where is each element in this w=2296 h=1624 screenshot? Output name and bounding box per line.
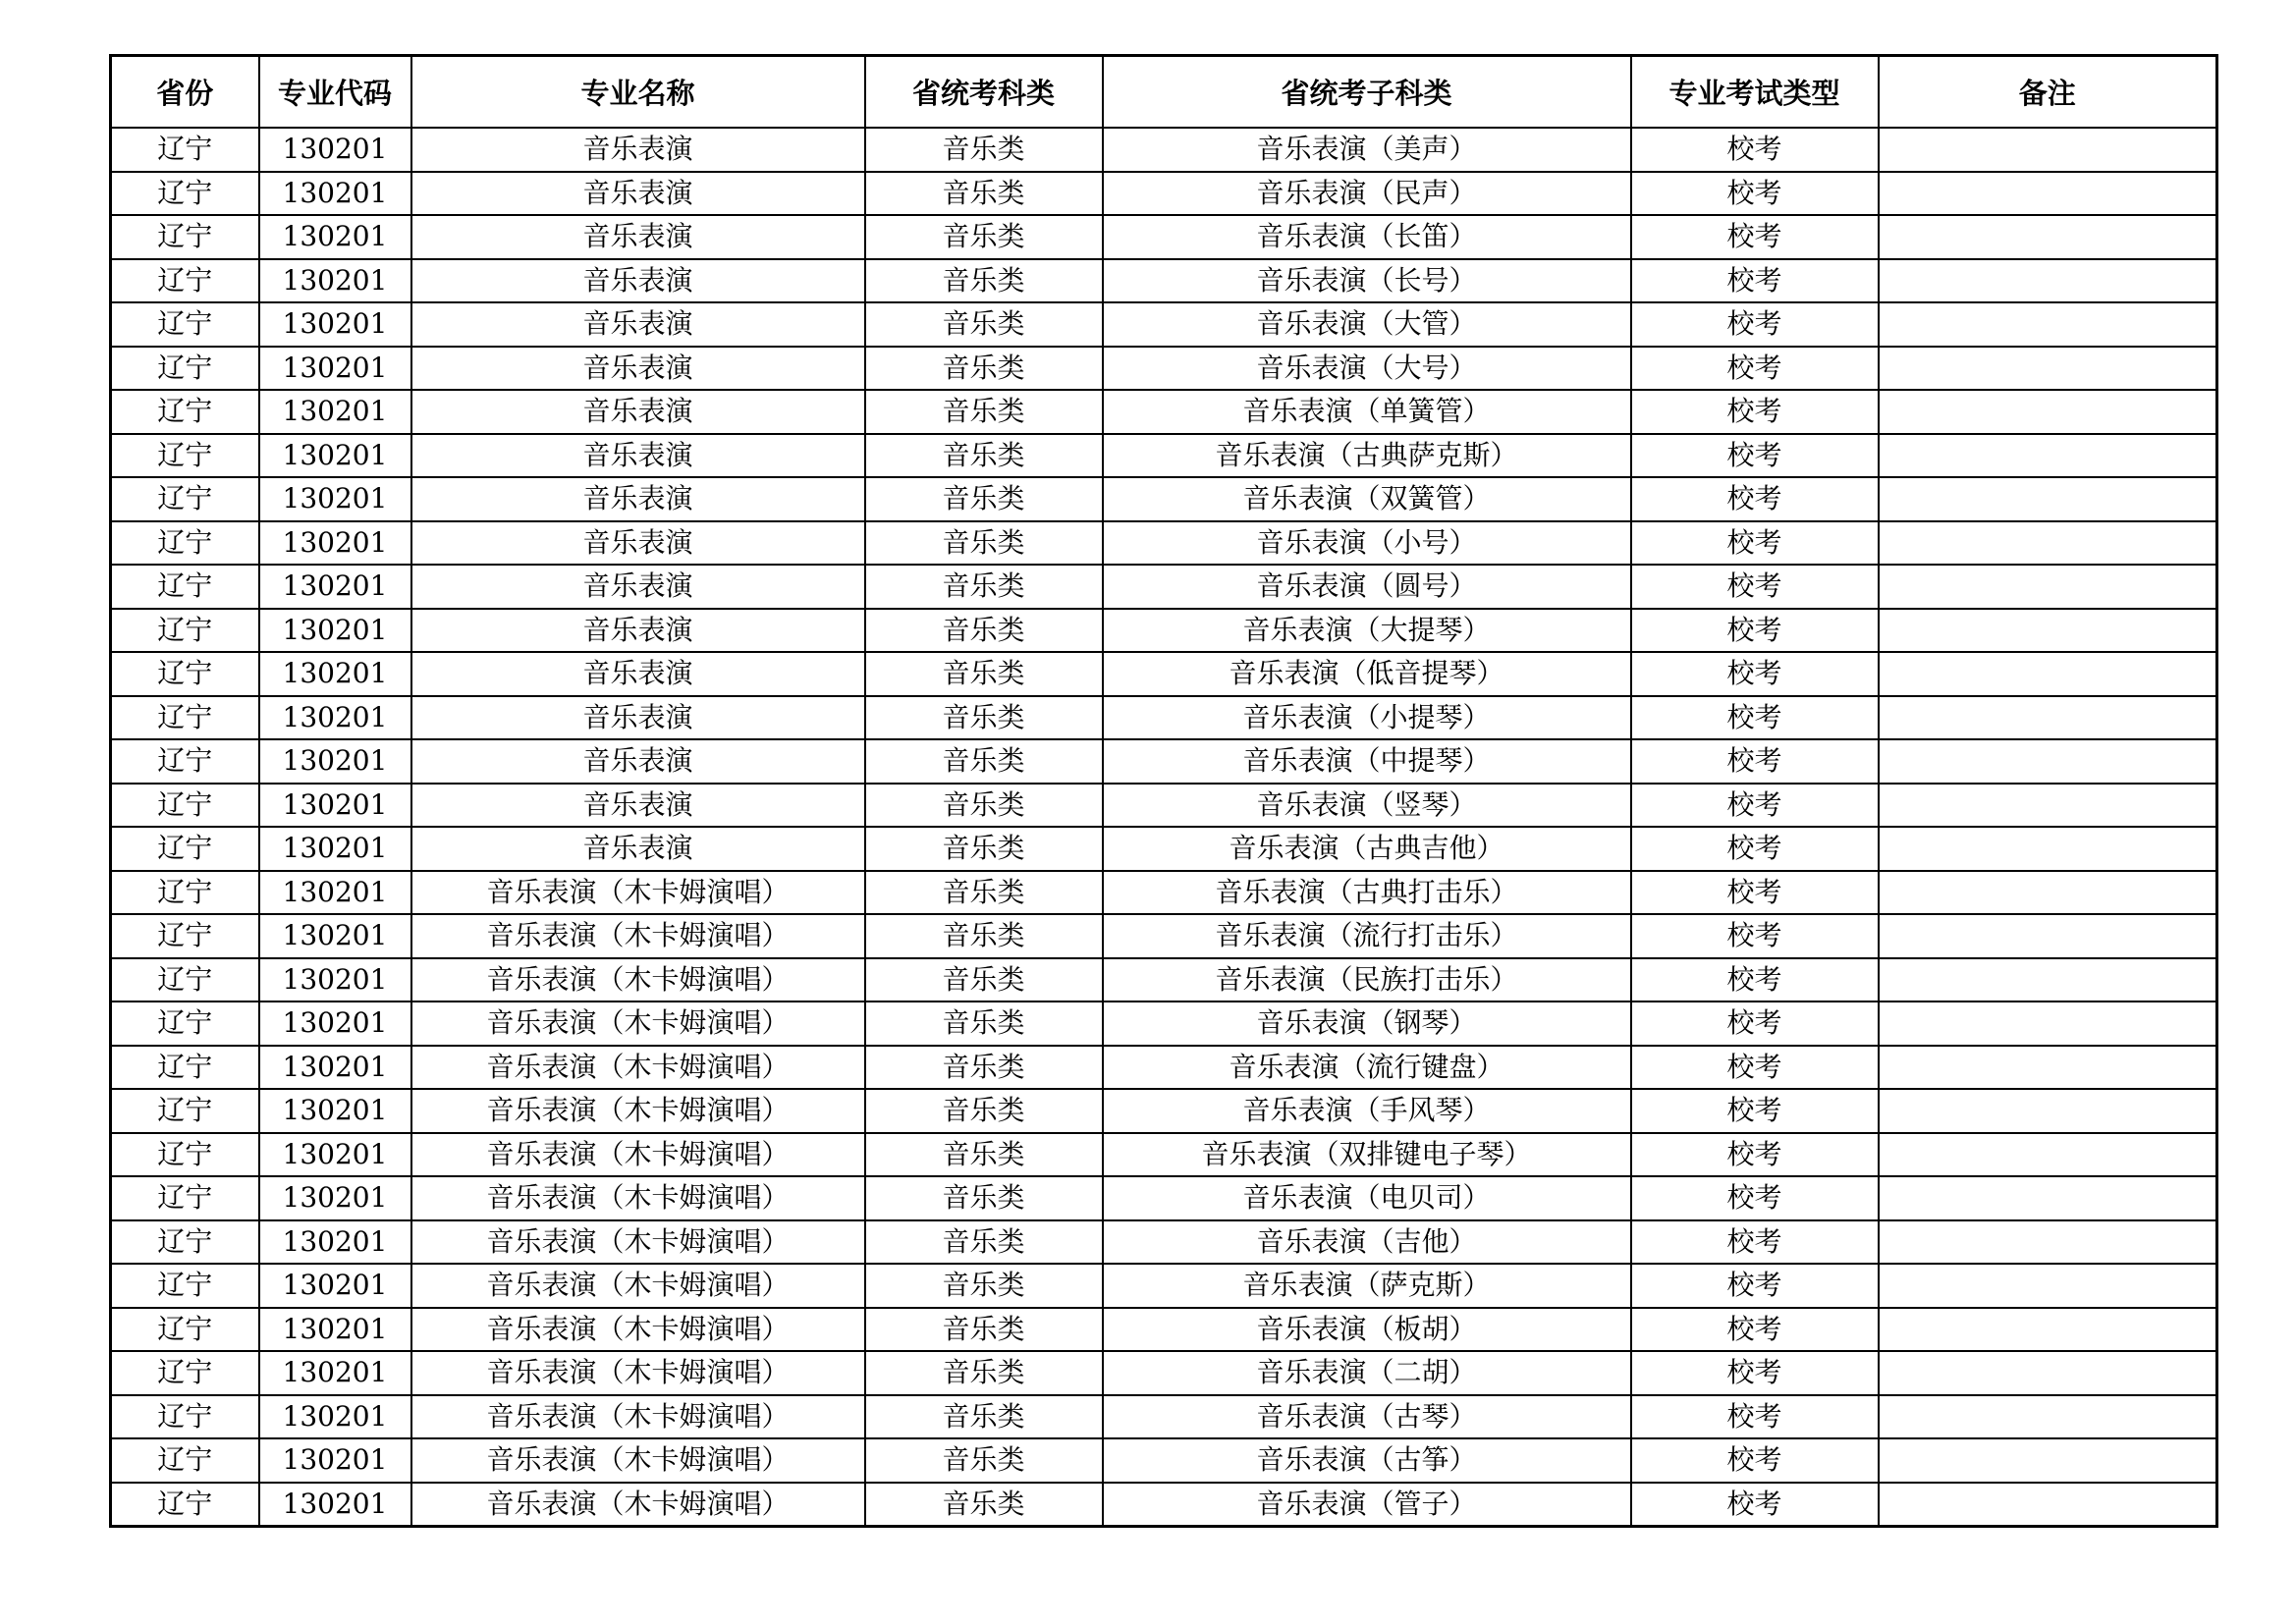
cell-exam-category: 音乐类 xyxy=(865,1438,1103,1483)
cell-province: 辽宁 xyxy=(111,390,259,434)
table-row xyxy=(111,172,2217,216)
cell-major-code: 130201 xyxy=(259,1220,411,1265)
table-row xyxy=(111,1133,2217,1177)
cell-exam-subcategory: 音乐表演（小提琴） xyxy=(1103,696,1631,740)
cell-province: 辽宁 xyxy=(111,172,259,216)
cell-exam-category: 音乐类 xyxy=(865,347,1103,391)
cell-province: 辽宁 xyxy=(111,1176,259,1220)
cell-exam-type: 校考 xyxy=(1631,215,1879,259)
table-row xyxy=(111,1220,2217,1265)
cell-province: 辽宁 xyxy=(111,477,259,521)
cell-major-name: 音乐表演 xyxy=(411,259,865,303)
cell-remarks xyxy=(1879,1220,2217,1265)
cell-exam-type: 校考 xyxy=(1631,1133,1879,1177)
cell-exam-category: 音乐类 xyxy=(865,1176,1103,1220)
cell-major-code: 130201 xyxy=(259,739,411,784)
cell-province: 辽宁 xyxy=(111,1220,259,1265)
cell-province: 辽宁 xyxy=(111,958,259,1002)
cell-major-name: 音乐表演 xyxy=(411,521,865,566)
cell-exam-category: 音乐类 xyxy=(865,827,1103,871)
cell-exam-category: 音乐类 xyxy=(865,1308,1103,1352)
cell-exam-category: 音乐类 xyxy=(865,302,1103,347)
cell-exam-subcategory: 音乐表演（古筝） xyxy=(1103,1438,1631,1483)
cell-major-name: 音乐表演（木卡姆演唱） xyxy=(411,1395,865,1439)
cell-major-code: 130201 xyxy=(259,215,411,259)
cell-exam-category: 音乐类 xyxy=(865,1133,1103,1177)
cell-province: 辽宁 xyxy=(111,1483,259,1527)
table-row xyxy=(111,739,2217,784)
cell-major-code: 130201 xyxy=(259,1176,411,1220)
cell-exam-type: 校考 xyxy=(1631,1046,1879,1090)
cell-province: 辽宁 xyxy=(111,609,259,653)
cell-remarks xyxy=(1879,347,2217,391)
cell-major-code: 130201 xyxy=(259,259,411,303)
cell-major-name: 音乐表演（木卡姆演唱） xyxy=(411,1351,865,1395)
cell-major-name: 音乐表演 xyxy=(411,215,865,259)
cell-major-code: 130201 xyxy=(259,390,411,434)
cell-exam-subcategory: 音乐表演（大管） xyxy=(1103,302,1631,347)
cell-major-name: 音乐表演（木卡姆演唱） xyxy=(411,914,865,958)
cell-exam-subcategory: 音乐表演（圆号） xyxy=(1103,565,1631,609)
cell-major-name: 音乐表演（木卡姆演唱） xyxy=(411,1176,865,1220)
cell-exam-type: 校考 xyxy=(1631,784,1879,828)
cell-province: 辽宁 xyxy=(111,696,259,740)
cell-exam-subcategory: 音乐表演（二胡） xyxy=(1103,1351,1631,1395)
table-row xyxy=(111,1264,2217,1308)
cell-major-code: 130201 xyxy=(259,1438,411,1483)
cell-major-name: 音乐表演（木卡姆演唱） xyxy=(411,1089,865,1133)
cell-remarks xyxy=(1879,172,2217,216)
header-exam-type: 专业考试类型 xyxy=(1631,56,1879,129)
cell-remarks xyxy=(1879,302,2217,347)
cell-major-name: 音乐表演 xyxy=(411,652,865,696)
cell-exam-subcategory: 音乐表演（大提琴） xyxy=(1103,609,1631,653)
cell-exam-type: 校考 xyxy=(1631,1220,1879,1265)
cell-exam-type: 校考 xyxy=(1631,652,1879,696)
cell-major-code: 130201 xyxy=(259,914,411,958)
cell-major-code: 130201 xyxy=(259,1351,411,1395)
cell-remarks xyxy=(1879,1483,2217,1527)
cell-exam-subcategory: 音乐表演（萨克斯） xyxy=(1103,1264,1631,1308)
header-row xyxy=(111,56,2217,129)
cell-exam-type: 校考 xyxy=(1631,1483,1879,1527)
cell-remarks xyxy=(1879,871,2217,915)
cell-major-name: 音乐表演 xyxy=(411,302,865,347)
cell-remarks xyxy=(1879,1395,2217,1439)
cell-province: 辽宁 xyxy=(111,347,259,391)
cell-major-code: 130201 xyxy=(259,172,411,216)
cell-province: 辽宁 xyxy=(111,434,259,478)
cell-major-code: 130201 xyxy=(259,1133,411,1177)
cell-exam-type: 校考 xyxy=(1631,172,1879,216)
header-major-code: 专业代码 xyxy=(259,56,411,129)
cell-exam-category: 音乐类 xyxy=(865,652,1103,696)
cell-major-name: 音乐表演 xyxy=(411,739,865,784)
cell-province: 辽宁 xyxy=(111,259,259,303)
cell-major-code: 130201 xyxy=(259,1001,411,1046)
cell-exam-type: 校考 xyxy=(1631,696,1879,740)
cell-exam-subcategory: 音乐表演（大号） xyxy=(1103,347,1631,391)
cell-exam-category: 音乐类 xyxy=(865,739,1103,784)
cell-exam-subcategory: 音乐表演（民声） xyxy=(1103,172,1631,216)
cell-exam-subcategory: 音乐表演（电贝司） xyxy=(1103,1176,1631,1220)
cell-exam-subcategory: 音乐表演（低音提琴） xyxy=(1103,652,1631,696)
cell-major-name: 音乐表演 xyxy=(411,696,865,740)
cell-exam-subcategory: 音乐表演（管子） xyxy=(1103,1483,1631,1527)
table-row xyxy=(111,1089,2217,1133)
cell-exam-type: 校考 xyxy=(1631,347,1879,391)
admissions-table xyxy=(109,54,2218,1528)
cell-exam-type: 校考 xyxy=(1631,1351,1879,1395)
cell-exam-category: 音乐类 xyxy=(865,871,1103,915)
cell-exam-category: 音乐类 xyxy=(865,1264,1103,1308)
cell-exam-subcategory: 音乐表演（古典萨克斯） xyxy=(1103,434,1631,478)
table-row xyxy=(111,477,2217,521)
cell-major-code: 130201 xyxy=(259,1395,411,1439)
header-province: 省份 xyxy=(111,56,259,129)
cell-major-code: 130201 xyxy=(259,1308,411,1352)
cell-major-name: 音乐表演（木卡姆演唱） xyxy=(411,1133,865,1177)
cell-exam-subcategory: 音乐表演（双簧管） xyxy=(1103,477,1631,521)
cell-province: 辽宁 xyxy=(111,739,259,784)
cell-remarks xyxy=(1879,1176,2217,1220)
cell-exam-category: 音乐类 xyxy=(865,1351,1103,1395)
cell-major-name: 音乐表演 xyxy=(411,128,865,172)
cell-remarks xyxy=(1879,696,2217,740)
cell-exam-subcategory: 音乐表演（竖琴） xyxy=(1103,784,1631,828)
cell-exam-type: 校考 xyxy=(1631,1089,1879,1133)
table-row xyxy=(111,302,2217,347)
cell-remarks xyxy=(1879,1351,2217,1395)
cell-province: 辽宁 xyxy=(111,784,259,828)
cell-exam-category: 音乐类 xyxy=(865,128,1103,172)
cell-province: 辽宁 xyxy=(111,1438,259,1483)
table-row xyxy=(111,1483,2217,1527)
cell-exam-type: 校考 xyxy=(1631,565,1879,609)
cell-exam-type: 校考 xyxy=(1631,1438,1879,1483)
cell-major-code: 130201 xyxy=(259,1089,411,1133)
cell-exam-type: 校考 xyxy=(1631,914,1879,958)
cell-major-name: 音乐表演（木卡姆演唱） xyxy=(411,871,865,915)
cell-major-name: 音乐表演（木卡姆演唱） xyxy=(411,1220,865,1265)
table-row xyxy=(111,128,2217,172)
cell-remarks xyxy=(1879,609,2217,653)
cell-exam-subcategory: 音乐表演（古琴） xyxy=(1103,1395,1631,1439)
cell-major-name: 音乐表演（木卡姆演唱） xyxy=(411,1438,865,1483)
cell-exam-type: 校考 xyxy=(1631,302,1879,347)
cell-major-code: 130201 xyxy=(259,565,411,609)
cell-remarks xyxy=(1879,958,2217,1002)
cell-exam-category: 音乐类 xyxy=(865,784,1103,828)
cell-exam-type: 校考 xyxy=(1631,958,1879,1002)
cell-exam-category: 音乐类 xyxy=(865,1001,1103,1046)
cell-major-name: 音乐表演 xyxy=(411,390,865,434)
header-remarks: 备注 xyxy=(1879,56,2217,129)
cell-exam-category: 音乐类 xyxy=(865,434,1103,478)
table-row xyxy=(111,521,2217,566)
cell-province: 辽宁 xyxy=(111,1001,259,1046)
cell-exam-type: 校考 xyxy=(1631,1001,1879,1046)
cell-major-code: 130201 xyxy=(259,652,411,696)
cell-exam-category: 音乐类 xyxy=(865,1089,1103,1133)
cell-remarks xyxy=(1879,739,2217,784)
cell-exam-subcategory: 音乐表演（小号） xyxy=(1103,521,1631,566)
cell-exam-subcategory: 音乐表演（中提琴） xyxy=(1103,739,1631,784)
cell-major-code: 130201 xyxy=(259,609,411,653)
table-row xyxy=(111,1308,2217,1352)
cell-major-code: 130201 xyxy=(259,827,411,871)
cell-remarks xyxy=(1879,215,2217,259)
cell-major-code: 130201 xyxy=(259,128,411,172)
cell-exam-category: 音乐类 xyxy=(865,215,1103,259)
table-row xyxy=(111,1176,2217,1220)
cell-exam-category: 音乐类 xyxy=(865,609,1103,653)
cell-exam-subcategory: 音乐表演（古典吉他） xyxy=(1103,827,1631,871)
cell-province: 辽宁 xyxy=(111,215,259,259)
cell-remarks xyxy=(1879,1046,2217,1090)
cell-remarks xyxy=(1879,259,2217,303)
table-row xyxy=(111,1046,2217,1090)
cell-exam-type: 校考 xyxy=(1631,390,1879,434)
cell-exam-type: 校考 xyxy=(1631,521,1879,566)
cell-exam-subcategory: 音乐表演（流行键盘） xyxy=(1103,1046,1631,1090)
cell-major-code: 130201 xyxy=(259,302,411,347)
cell-major-code: 130201 xyxy=(259,521,411,566)
cell-province: 辽宁 xyxy=(111,1089,259,1133)
table-row xyxy=(111,259,2217,303)
cell-exam-subcategory: 音乐表演（民族打击乐） xyxy=(1103,958,1631,1002)
cell-province: 辽宁 xyxy=(111,1133,259,1177)
cell-exam-category: 音乐类 xyxy=(865,1483,1103,1527)
cell-major-name: 音乐表演 xyxy=(411,827,865,871)
cell-exam-category: 音乐类 xyxy=(865,1220,1103,1265)
table-row xyxy=(111,347,2217,391)
cell-major-name: 音乐表演（木卡姆演唱） xyxy=(411,958,865,1002)
cell-province: 辽宁 xyxy=(111,565,259,609)
cell-major-name: 音乐表演（木卡姆演唱） xyxy=(411,1001,865,1046)
cell-major-code: 130201 xyxy=(259,1046,411,1090)
table-row xyxy=(111,871,2217,915)
cell-exam-type: 校考 xyxy=(1631,871,1879,915)
table-row xyxy=(111,827,2217,871)
cell-remarks xyxy=(1879,390,2217,434)
cell-province: 辽宁 xyxy=(111,1264,259,1308)
cell-exam-type: 校考 xyxy=(1631,128,1879,172)
table-row xyxy=(111,914,2217,958)
cell-exam-subcategory: 音乐表演（吉他） xyxy=(1103,1220,1631,1265)
cell-exam-type: 校考 xyxy=(1631,434,1879,478)
header-major-name: 专业名称 xyxy=(411,56,865,129)
cell-exam-subcategory: 音乐表演（美声） xyxy=(1103,128,1631,172)
cell-major-code: 130201 xyxy=(259,958,411,1002)
cell-exam-category: 音乐类 xyxy=(865,390,1103,434)
cell-major-name: 音乐表演（木卡姆演唱） xyxy=(411,1264,865,1308)
cell-exam-type: 校考 xyxy=(1631,477,1879,521)
cell-remarks xyxy=(1879,1001,2217,1046)
cell-exam-subcategory: 音乐表演（长笛） xyxy=(1103,215,1631,259)
table-row xyxy=(111,215,2217,259)
table-row xyxy=(111,1438,2217,1483)
cell-major-name: 音乐表演 xyxy=(411,565,865,609)
cell-exam-category: 音乐类 xyxy=(865,1395,1103,1439)
cell-province: 辽宁 xyxy=(111,1395,259,1439)
table-row xyxy=(111,958,2217,1002)
header-exam-category: 省统考科类 xyxy=(865,56,1103,129)
table-row xyxy=(111,565,2217,609)
cell-remarks xyxy=(1879,521,2217,566)
cell-province: 辽宁 xyxy=(111,128,259,172)
cell-remarks xyxy=(1879,827,2217,871)
cell-exam-type: 校考 xyxy=(1631,609,1879,653)
cell-major-code: 130201 xyxy=(259,477,411,521)
table-row xyxy=(111,1001,2217,1046)
cell-exam-type: 校考 xyxy=(1631,259,1879,303)
cell-major-code: 130201 xyxy=(259,1264,411,1308)
cell-exam-type: 校考 xyxy=(1631,1176,1879,1220)
cell-remarks xyxy=(1879,1308,2217,1352)
cell-remarks xyxy=(1879,434,2217,478)
cell-major-code: 130201 xyxy=(259,696,411,740)
cell-exam-category: 音乐类 xyxy=(865,565,1103,609)
cell-remarks xyxy=(1879,1089,2217,1133)
cell-major-code: 130201 xyxy=(259,784,411,828)
cell-exam-subcategory: 音乐表演（长号） xyxy=(1103,259,1631,303)
cell-exam-category: 音乐类 xyxy=(865,914,1103,958)
cell-exam-type: 校考 xyxy=(1631,1395,1879,1439)
cell-major-code: 130201 xyxy=(259,347,411,391)
cell-remarks xyxy=(1879,652,2217,696)
cell-province: 辽宁 xyxy=(111,827,259,871)
cell-exam-subcategory: 音乐表演（钢琴） xyxy=(1103,1001,1631,1046)
cell-exam-subcategory: 音乐表演（双排键电子琴） xyxy=(1103,1133,1631,1177)
table-row xyxy=(111,434,2217,478)
cell-province: 辽宁 xyxy=(111,652,259,696)
cell-province: 辽宁 xyxy=(111,521,259,566)
table-row xyxy=(111,1395,2217,1439)
cell-major-code: 130201 xyxy=(259,434,411,478)
cell-major-name: 音乐表演（木卡姆演唱） xyxy=(411,1308,865,1352)
cell-major-name: 音乐表演 xyxy=(411,172,865,216)
cell-exam-type: 校考 xyxy=(1631,827,1879,871)
table-row xyxy=(111,1351,2217,1395)
cell-exam-type: 校考 xyxy=(1631,739,1879,784)
cell-exam-category: 音乐类 xyxy=(865,958,1103,1002)
cell-exam-category: 音乐类 xyxy=(865,477,1103,521)
cell-exam-subcategory: 音乐表演（单簧管） xyxy=(1103,390,1631,434)
table-row xyxy=(111,390,2217,434)
cell-province: 辽宁 xyxy=(111,1308,259,1352)
cell-province: 辽宁 xyxy=(111,914,259,958)
cell-major-name: 音乐表演 xyxy=(411,477,865,521)
table-row xyxy=(111,784,2217,828)
cell-province: 辽宁 xyxy=(111,871,259,915)
table-row xyxy=(111,609,2217,653)
cell-remarks xyxy=(1879,1133,2217,1177)
cell-exam-type: 校考 xyxy=(1631,1308,1879,1352)
cell-exam-subcategory: 音乐表演（板胡） xyxy=(1103,1308,1631,1352)
cell-major-code: 130201 xyxy=(259,1483,411,1527)
cell-exam-type: 校考 xyxy=(1631,1264,1879,1308)
cell-remarks xyxy=(1879,128,2217,172)
cell-major-name: 音乐表演 xyxy=(411,347,865,391)
table-body xyxy=(111,128,2217,1527)
cell-province: 辽宁 xyxy=(111,1351,259,1395)
cell-exam-subcategory: 音乐表演（流行打击乐） xyxy=(1103,914,1631,958)
cell-exam-category: 音乐类 xyxy=(865,696,1103,740)
cell-remarks xyxy=(1879,914,2217,958)
cell-remarks xyxy=(1879,1438,2217,1483)
cell-exam-category: 音乐类 xyxy=(865,259,1103,303)
cell-exam-category: 音乐类 xyxy=(865,1046,1103,1090)
cell-remarks xyxy=(1879,477,2217,521)
header-exam-subcategory: 省统考子科类 xyxy=(1103,56,1631,129)
cell-remarks xyxy=(1879,784,2217,828)
cell-exam-category: 音乐类 xyxy=(865,172,1103,216)
table-row xyxy=(111,652,2217,696)
cell-major-name: 音乐表演 xyxy=(411,434,865,478)
cell-province: 辽宁 xyxy=(111,302,259,347)
cell-major-name: 音乐表演（木卡姆演唱） xyxy=(411,1483,865,1527)
table-row xyxy=(111,696,2217,740)
cell-exam-subcategory: 音乐表演（古典打击乐） xyxy=(1103,871,1631,915)
cell-province: 辽宁 xyxy=(111,1046,259,1090)
cell-major-name: 音乐表演（木卡姆演唱） xyxy=(411,1046,865,1090)
cell-exam-category: 音乐类 xyxy=(865,521,1103,566)
cell-major-name: 音乐表演 xyxy=(411,609,865,653)
cell-remarks xyxy=(1879,1264,2217,1308)
cell-remarks xyxy=(1879,565,2217,609)
cell-major-name: 音乐表演 xyxy=(411,784,865,828)
cell-exam-subcategory: 音乐表演（手风琴） xyxy=(1103,1089,1631,1133)
cell-major-code: 130201 xyxy=(259,871,411,915)
